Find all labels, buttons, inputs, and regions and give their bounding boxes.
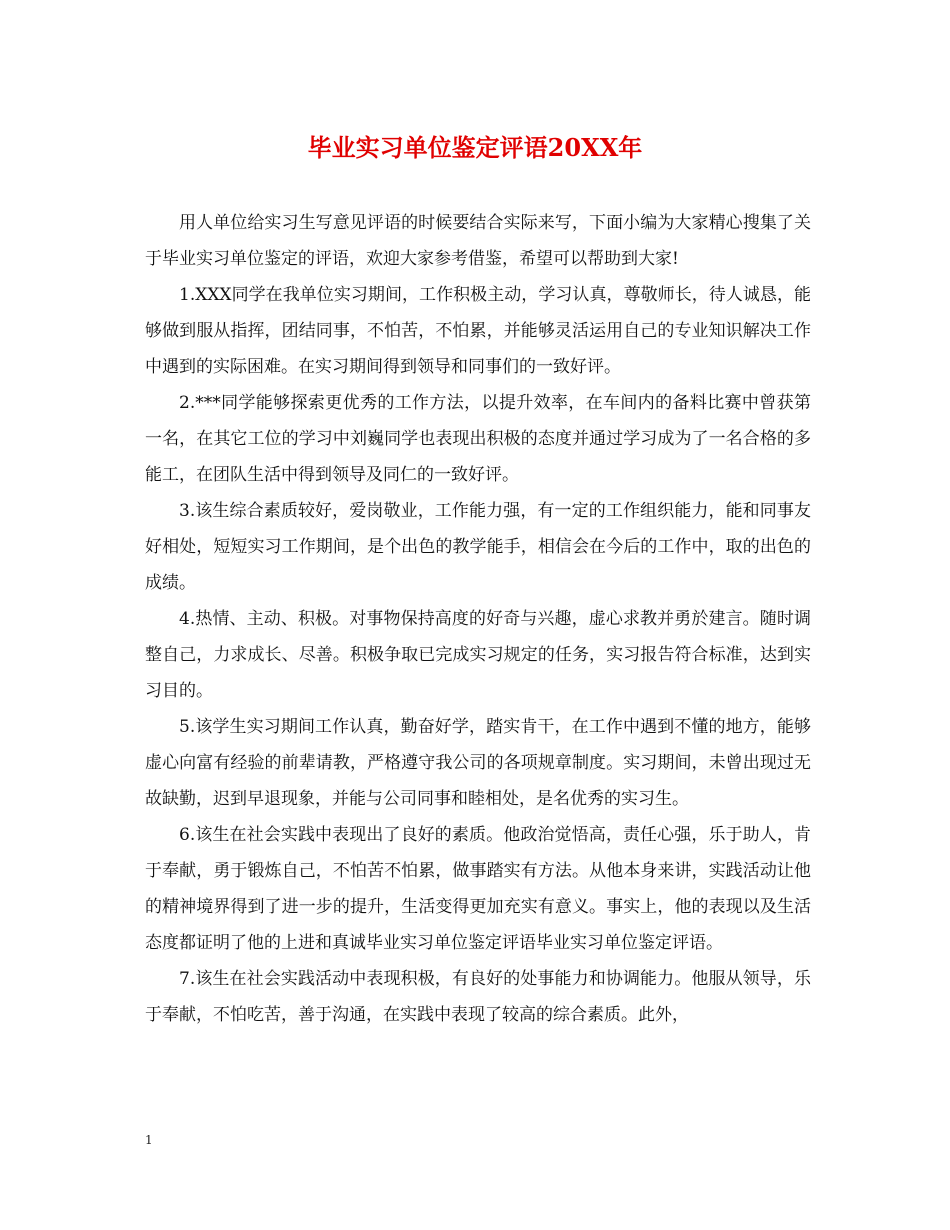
- paragraph-item-7: 7.该生在社会实践活动中表现积极，有良好的处事能力和协调能力。他服从领导，乐于奉献，不怕吃苦，善于沟通，在实践中表现了较高的综合素质。此外，: [145, 969, 811, 1025]
- document-body: [145, 205, 811, 1033]
- paragraph-item-6: 6.该生在社会实践中表现出了良好的素质。他政治觉悟高，责任心强，乐于助人，肯于奉献，勇于锻炼自己，不怕苦不怕累，做事踏实有方法。从他本身来讲，实践活动让他的精神境界得到了进一步的提升，生活变得更加充实有意义。事实上，他的表现以及生活态度都证明了他的上进和真诚毕业实习单位鉴定评语毕业实习单位鉴定评语。: [145, 825, 811, 953]
- paragraph-item-3: 3.该生综合素质较好，爱岗敬业，工作能力强，有一定的工作组织能力，能和同事友好相处，短短实习工作期间，是个出色的教学能手，相信会在今后的工作中，取的出色的成绩。: [145, 501, 811, 593]
- paragraph-item-4: 4.热情、主动、积极。对事物保持高度的好奇与兴趣，虚心求教并勇於建言。随时调整自己，力求成长、尽善。积极争取已完成实习规定的任务，实习报告符合标准，达到实习目的。: [145, 609, 811, 701]
- paragraph-intro: 用人单位给实习生写意见评语的时候要结合实际来写，下面小编为大家精心搜集了关于毕业实习单位鉴定的评语，欢迎大家参考借鉴，希望可以帮助到大家!: [145, 213, 811, 269]
- page-number: 1: [145, 1133, 153, 1147]
- document-title: 毕业实习单位鉴定评语20XX年: [307, 133, 643, 162]
- paragraph-item-1: 1.XXX同学在我单位实习期间，工作积极主动，学习认真，尊敬师长，待人诚恳，能够做到服从指挥，团结同事，不怕苦，不怕累，并能够灵活运用自己的专业知识解决工作中遇到的实际困难。在实习期间得到领导和同事们的一致好评。: [145, 285, 811, 377]
- paragraph-item-5: 5.该学生实习期间工作认真，勤奋好学，踏实肯干，在工作中遇到不懂的地方，能够虚心向富有经验的前辈请教，严格遵守我公司的各项规章制度。实习期间，未曾出现过无故缺勤，迟到早退现象，并能与公司同事和睦相处，是名优秀的实习生。: [145, 717, 811, 809]
- paragraph-item-2: 2.***同学能够探索更优秀的工作方法，以提升效率，在车间内的备料比赛中曾获第一名，在其它工位的学习中刘巍同学也表现出积极的态度并通过学习成为了一名合格的多能工，在团队生活中得到领导及同仁的一致好评。: [145, 393, 811, 485]
